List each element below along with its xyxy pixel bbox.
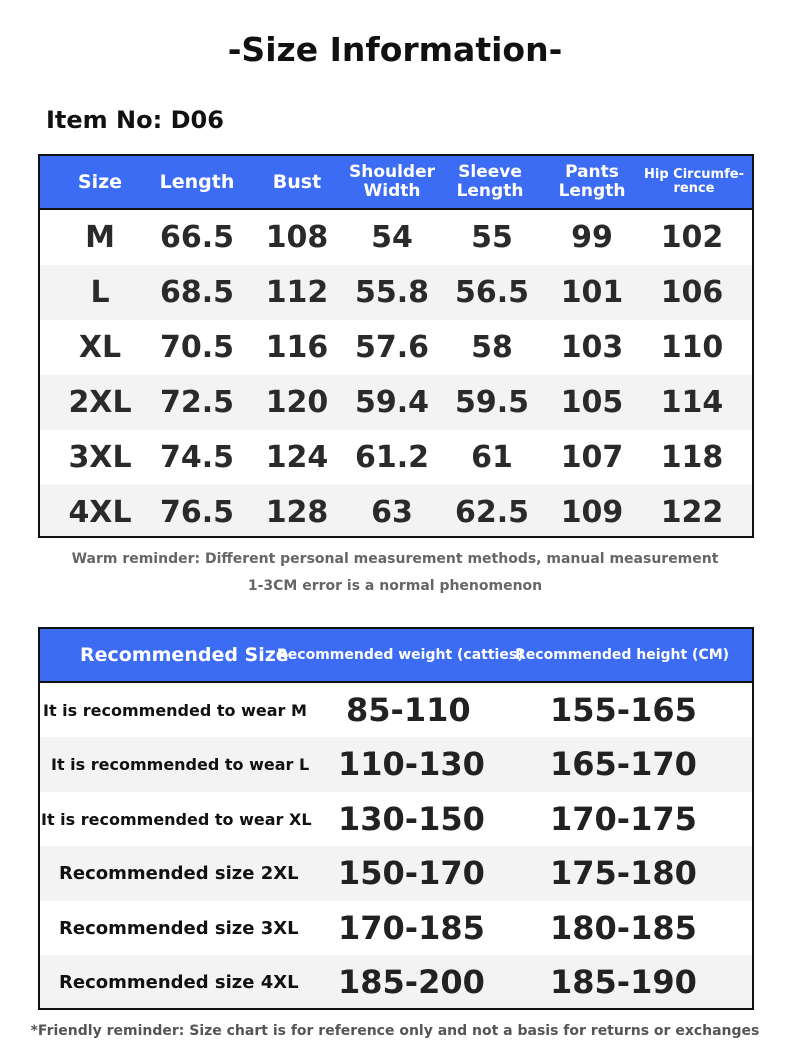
cell-length: 74.5 <box>159 440 235 475</box>
cell-shoulder-width: 54 <box>371 220 413 255</box>
friendly-reminder: *Friendly reminder: Size chart is for reference only and not a basis for returns or exchanges <box>30 1023 760 1039</box>
table-row <box>40 737 752 792</box>
recommended-size-label: It is recommended to wear M <box>43 700 307 720</box>
header-size: Size <box>77 170 123 193</box>
recommended-height-value: 175-180 <box>550 854 697 892</box>
cell-length: 68.5 <box>159 275 235 310</box>
recommended-weight-value: 130-150 <box>338 800 485 838</box>
cell-size: 3XL <box>68 440 132 475</box>
header-recommended-size: Recommended Size <box>80 644 289 666</box>
cell-shoulder-width: 57.6 <box>354 330 430 365</box>
table-row <box>40 683 752 738</box>
cell-sleeve-length: 62.5 <box>454 495 530 530</box>
cell-hip-circumference: 114 <box>660 385 724 420</box>
cell-size: 2XL <box>68 385 132 420</box>
cell-sleeve-length: 58 <box>471 330 513 365</box>
table-row <box>40 375 752 430</box>
cell-shoulder-width: 63 <box>371 495 413 530</box>
cell-size: XL <box>78 330 122 365</box>
cell-bust: 108 <box>265 220 329 255</box>
recommended-height-value: 155-165 <box>550 691 697 729</box>
cell-size: M <box>85 220 115 255</box>
table-row <box>40 430 752 485</box>
cell-length: 72.5 <box>159 385 235 420</box>
size-table <box>38 154 754 538</box>
recommended-size-table <box>38 627 754 1010</box>
cell-size: 4XL <box>68 495 132 530</box>
cell-sleeve-length: 59.5 <box>454 385 530 420</box>
cell-bust: 128 <box>265 495 329 530</box>
header-pants-length: Pants Length <box>558 162 626 201</box>
header-sleeve-length: Sleeve Length <box>456 162 524 201</box>
table-row <box>40 265 752 320</box>
recommended-table-header <box>40 629 752 683</box>
cell-pants-length: 101 <box>560 275 624 310</box>
cell-sleeve-length: 55 <box>471 220 513 255</box>
cell-shoulder-width: 61.2 <box>354 440 430 475</box>
recommended-size-label: It is recommended to wear XL <box>41 809 312 829</box>
warm-reminder-line-1: Warm reminder: Different personal measurement methods, manual measurement <box>71 551 719 567</box>
header-length: Length <box>159 170 235 193</box>
table-row <box>40 901 752 956</box>
item-number: Item No: D06 <box>46 106 224 134</box>
recommended-height-value: 165-170 <box>550 745 697 783</box>
recommended-size-label: Recommended size 4XL <box>59 971 299 993</box>
page-title: -Size Information- <box>227 30 563 69</box>
header-hip-circumference: Hip Circumfe-rence <box>644 166 744 196</box>
recommended-height-value: 170-175 <box>550 800 697 838</box>
cell-pants-length: 109 <box>560 495 624 530</box>
cell-hip-circumference: 122 <box>660 495 724 530</box>
cell-shoulder-width: 59.4 <box>354 385 430 420</box>
cell-pants-length: 99 <box>571 220 613 255</box>
recommended-weight-value: 185-200 <box>338 963 485 1001</box>
table-row <box>40 210 752 265</box>
cell-pants-length: 107 <box>560 440 624 475</box>
header-recommended-height: Recommended height (CM) <box>515 647 730 663</box>
cell-length: 70.5 <box>159 330 235 365</box>
recommended-weight-value: 110-130 <box>338 745 485 783</box>
header-bust: Bust <box>272 170 322 193</box>
recommended-weight-value: 85-110 <box>346 691 471 729</box>
cell-bust: 112 <box>265 275 329 310</box>
cell-hip-circumference: 102 <box>660 220 724 255</box>
cell-hip-circumference: 118 <box>660 440 724 475</box>
recommended-height-value: 180-185 <box>550 909 697 947</box>
recommended-size-label: Recommended size 2XL <box>59 862 299 884</box>
cell-pants-length: 105 <box>560 385 624 420</box>
table-row <box>40 955 752 1010</box>
cell-sleeve-length: 56.5 <box>454 275 530 310</box>
table-row <box>40 846 752 901</box>
table-row <box>40 320 752 375</box>
header-shoulder-width: Shoulder Width <box>348 162 436 201</box>
cell-length: 66.5 <box>159 220 235 255</box>
cell-bust: 120 <box>265 385 329 420</box>
cell-pants-length: 103 <box>560 330 624 365</box>
table-row <box>40 485 752 538</box>
cell-sleeve-length: 61 <box>471 440 513 475</box>
header-recommended-weight: Recommended weight (catties) <box>277 647 524 663</box>
cell-shoulder-width: 55.8 <box>354 275 430 310</box>
table-row <box>40 792 752 847</box>
cell-bust: 116 <box>265 330 329 365</box>
cell-size: L <box>90 275 110 310</box>
cell-hip-circumference: 110 <box>660 330 724 365</box>
warm-reminder-line-2: 1-3CM error is a normal phenomenon <box>247 578 543 594</box>
recommended-size-label: Recommended size 3XL <box>59 917 299 939</box>
cell-length: 76.5 <box>159 495 235 530</box>
recommended-weight-value: 150-170 <box>338 854 485 892</box>
recommended-weight-value: 170-185 <box>338 909 485 947</box>
cell-hip-circumference: 106 <box>660 275 724 310</box>
size-table-header <box>40 156 752 210</box>
recommended-height-value: 185-190 <box>550 963 697 1001</box>
cell-bust: 124 <box>265 440 329 475</box>
recommended-size-label: It is recommended to wear L <box>51 754 310 774</box>
